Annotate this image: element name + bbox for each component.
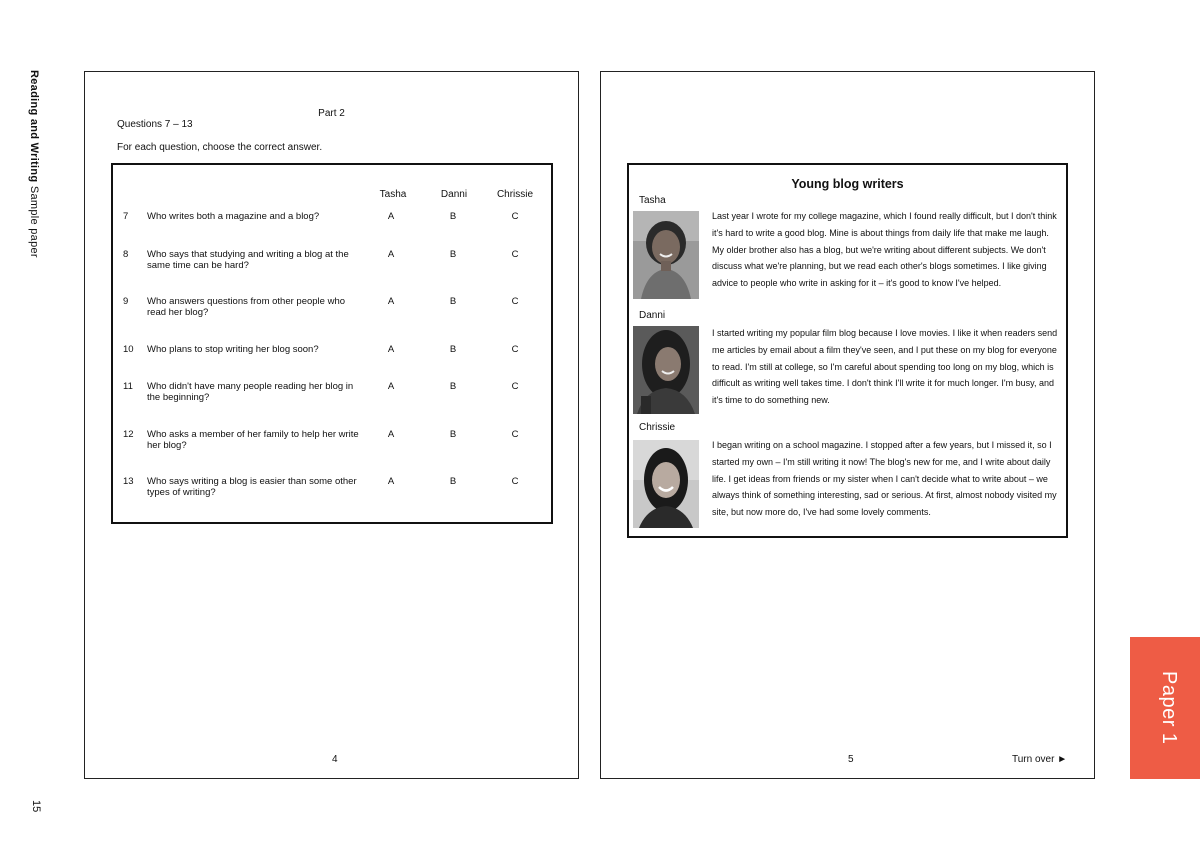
page-number: 5: [848, 754, 854, 765]
option-a[interactable]: A: [387, 344, 395, 355]
blog-title: Young blog writers: [791, 177, 904, 191]
section-label-bold: Reading and Writing: [28, 70, 40, 183]
column-header-chrissie: Chrissie: [496, 189, 534, 200]
column-header-tasha: Tasha: [379, 189, 407, 200]
part-title: Part 2: [318, 108, 345, 119]
turn-over-label: Turn over ►: [1012, 754, 1068, 765]
question-text: Who plans to stop writing her blog soon?: [147, 344, 319, 355]
photo-danni: [633, 326, 699, 414]
sheet-page-number: [30, 800, 44, 820]
blog-text-tasha: Last year I wrote for my college magazine, which I found really difficult, but I don't think it's hard to write a good blog. Mine is about things from daily life that make me laugh. My older brother also has a blog, but we're writing about different subjects. We don't discuss what we're planning, but we read each other's blogs sometimes. I like giving advice to people who write in asking for it – it's good to know I've helped.: [712, 211, 1057, 289]
paper-tab-label: Paper 1: [1158, 671, 1180, 745]
option-b[interactable]: B: [449, 249, 457, 260]
question-number: 11: [123, 381, 133, 392]
portrait-image: [633, 440, 699, 528]
question-number: 13: [123, 476, 134, 487]
portrait-image: [633, 211, 699, 299]
writer-name-chrissie: Chrissie: [639, 422, 676, 433]
question-number: 10: [123, 344, 134, 355]
question-number: 8: [123, 249, 129, 260]
question-text: Who asks a member of her family to help her write her blog?: [147, 429, 359, 451]
option-a[interactable]: A: [387, 296, 395, 307]
question-number: 7: [123, 211, 129, 222]
question-text: Who says that studying and writing a blog at the same time can be hard?: [147, 249, 349, 271]
option-a[interactable]: A: [387, 249, 395, 260]
question-text: Who writes both a magazine and a blog?: [147, 211, 320, 222]
option-c[interactable]: C: [511, 344, 519, 355]
section-label-rest: Sample paper: [28, 185, 40, 258]
column-header-danni: Danni: [440, 189, 468, 200]
question-number: 12: [123, 429, 134, 440]
question-text: Who didn't have many people reading her blog in the beginning?: [147, 381, 354, 403]
questions-box: [111, 163, 553, 524]
writer-name-tasha: Tasha: [639, 195, 666, 206]
option-c[interactable]: C: [511, 429, 519, 440]
question-text: Who answers questions from other people who read her blog?: [147, 296, 346, 318]
photo-tasha: [633, 211, 699, 299]
option-a[interactable]: A: [387, 476, 395, 487]
option-b[interactable]: B: [449, 476, 457, 487]
writer-name-danni: Danni: [639, 310, 666, 321]
paper-tab: [1130, 637, 1200, 779]
photo-chrissie: [633, 440, 699, 528]
option-a[interactable]: A: [387, 429, 395, 440]
portrait-image: [633, 326, 699, 414]
option-b[interactable]: B: [449, 381, 457, 392]
option-c[interactable]: C: [511, 296, 519, 307]
question-number: 9: [123, 296, 129, 307]
sheet-page-number-text: 15: [30, 800, 42, 813]
blog-text-chrissie: I began writing on a school magazine. I stopped after a few years, but I missed it, so I started my own – I'm still writing it now! The blog's new for me, and I write about daily life. I get ideas from friends or my sister when I can't decide what to write about – we always think of something interesting, sad or serious. At first, almost nobody visited my site, but now more do, I've had some lovely comments.: [712, 440, 1057, 518]
option-b[interactable]: B: [449, 296, 457, 307]
option-a[interactable]: A: [387, 381, 395, 392]
option-b[interactable]: B: [449, 344, 457, 355]
option-b[interactable]: B: [449, 211, 457, 222]
page-number: 4: [332, 754, 338, 765]
option-c[interactable]: C: [511, 476, 519, 487]
option-c[interactable]: C: [511, 381, 519, 392]
blog-box: [627, 163, 1068, 538]
right-page: [600, 71, 1095, 779]
questions-range: Questions 7 – 13: [117, 119, 193, 130]
option-b[interactable]: B: [449, 429, 457, 440]
instruction: For each question, choose the correct answer.: [117, 142, 323, 153]
blog-text-danni: I started writing my popular film blog because I love movies. I like it when readers send me articles by email about a film they've seen, and I put these on my blog for everyone to read. I'm still at college, so I'm careful about spending too long on my blog, which is difficult as writing well takes time. I don't think I'll write it for much longer. I'm busy, and it's time to do something new.: [712, 328, 1058, 406]
option-a[interactable]: A: [387, 211, 395, 222]
option-c[interactable]: C: [511, 249, 519, 260]
option-c[interactable]: C: [511, 211, 519, 222]
question-text: Who says writing a blog is easier than some other types of writing?: [147, 476, 357, 498]
section-label: [22, 70, 46, 310]
left-page: [84, 71, 579, 779]
